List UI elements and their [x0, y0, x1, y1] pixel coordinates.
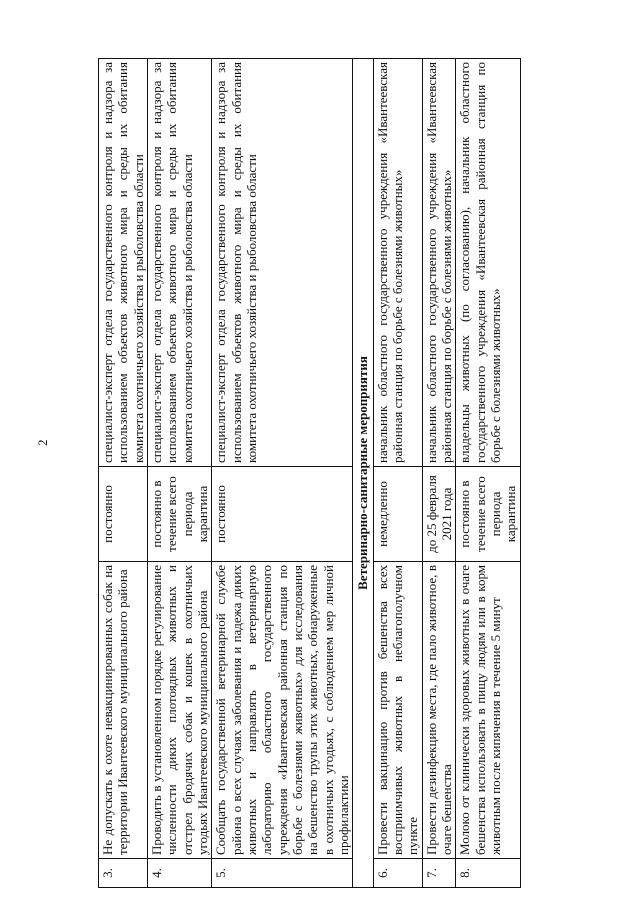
table-row: [456, 59, 520, 888]
row-action: Провести дезинфекцию места, где пало животное, в очаге бешенства: [422, 562, 456, 859]
section-title: Ветеринарно-санитарные мероприятия: [353, 59, 373, 888]
row-number: 4.: [147, 859, 211, 888]
row-action: Молоко от клинически здоровых животных в очаге бешенства использовать в пищу людям или в корм животным после кипячения в течение 5 минут: [456, 562, 520, 859]
table-row: [147, 59, 211, 888]
row-responsible: начальник областного государственного учреждения «Ивантеевская районная станция по борьбе с болезнями животных»: [373, 59, 422, 467]
row-action: Проводить в установленном порядке регулирование численности диких плотоядных животных и отстрел бродячих собак и кошек в охотничьих угодьях Ивантеевского муниципального района: [147, 562, 211, 859]
row-number: 3.: [99, 859, 148, 888]
row-term: постоянно: [212, 467, 353, 562]
row-responsible: специалист-эксперт отдела государственного контроля и надзора за использованием объектов животного мира и среды их обитания комитета охотничьего хозяйства и рыболовства области: [147, 59, 211, 467]
row-number: 5.: [212, 859, 353, 888]
row-term: постоянно: [99, 467, 148, 562]
row-action: Провести вакцинацию против бешенства всех восприимчивых животных в неблагополучном пункте: [373, 562, 422, 859]
row-responsible: специалист-эксперт отдела государственного контроля и надзора за использованием объектов животного мира и среды их обитания комитета охотничьего хозяйства и рыболовства области: [212, 59, 353, 467]
table-row: [212, 59, 353, 888]
row-responsible: специалист-эксперт отдела государственного контроля и надзора за использованием объектов животного мира и среды их обитания комитета охотничьего хозяйства и рыболовства области: [99, 59, 148, 467]
row-number: 8.: [456, 859, 520, 888]
table-row: [422, 59, 456, 888]
table-row: [99, 59, 148, 888]
row-number: 7.: [422, 859, 456, 888]
row-term: немедленно: [373, 467, 422, 562]
measures-table-container: [98, 58, 578, 888]
row-term: до 25 февраля 2021 года: [422, 467, 456, 562]
measures-table: [98, 58, 521, 888]
row-term: постоянно в течение всего периода карантина: [456, 467, 520, 562]
row-action: Не допускать к охоте невакцинированных собак на территории Ивантеевского муниципального района: [99, 562, 148, 859]
page-number: 2: [35, 439, 50, 446]
row-term: постоянно в течение всего периода карантина: [147, 467, 211, 562]
row-action: Сообщать государственной ветеринарной службе района о всех случаях заболевания и падежа диких животных и направлять в ветеринарную лабораторию областного государственного учреждения «Ивантеевская районная станция по борьбе с болезнями животных» для исследования на бешенство трупы этих животных, обнаруженные в охотничьих угодьях, с соблюдением мер личной профилактики: [212, 562, 353, 859]
section-row: [353, 59, 373, 888]
row-responsible: начальник областного государственного учреждения «Ивантеевская районная станция по борьбе с болезнями животных»: [422, 59, 456, 467]
table-row: [373, 59, 422, 888]
row-number: 6.: [373, 859, 422, 888]
row-responsible: владельцы животных (по согласованию), начальник областного государственного учреждения «Ивантеевская районная станция по борьбе с болезнями животных»: [456, 59, 520, 467]
